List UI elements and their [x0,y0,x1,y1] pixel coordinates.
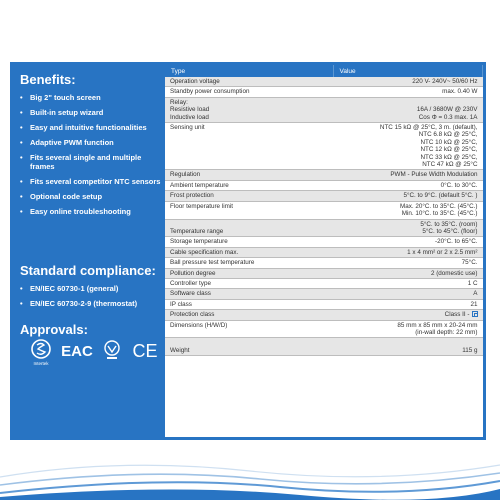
spec-value-label: NTC 47 kΩ @ 25°C [422,161,478,169]
spec-value-cell [333,338,483,356]
benefits-title: Benefits: [20,72,76,87]
decorative-waves [0,455,500,500]
spec-key-cell [165,201,333,219]
spec-value-cell [333,219,483,237]
spec-key-text [170,339,328,346]
spec-value-text [338,221,478,228]
header-type: Type [165,65,333,77]
table-row [165,201,483,219]
spec-value-cell [333,180,483,190]
spec-value-label: 5°C. to 35°C. (room) [420,220,478,228]
table-row [165,310,483,320]
approvals-title: Approvals: [20,322,88,337]
bullet-item: • Built-in setup wizard [20,108,165,117]
spec-key-text: IP class [170,300,192,308]
spec-value-cell [333,310,483,320]
table-row [165,247,483,257]
spec-value-label: max. 0.40 W [442,88,478,96]
table-row [165,97,483,122]
bullet-item: • EN/IEC 60730-1 (general) [20,284,165,293]
table-row [165,289,483,299]
spec-key-cell [165,170,333,180]
spec-key-cell [165,87,333,97]
spec-key-cell [165,278,333,288]
spec-key-cell [165,299,333,309]
bullet-item: • Big 2" touch screen [20,93,165,102]
spec-sheet-panel [10,62,486,440]
spec-value-label: 1 x 4 mm² or 2 x 2.5 mm² [407,248,478,256]
spec-value-label: Max. 20°C. to 35°C. (45°C.) [399,202,478,210]
spec-value-text [338,203,478,210]
spec-value-text [338,259,478,266]
spec-key-cell [165,268,333,278]
spec-value-text [338,131,478,138]
spec-value-text [338,238,478,245]
spec-value-cell [333,201,483,219]
spec-key-cell [165,247,333,257]
ce-label: CE [132,341,158,361]
spec-value-text [338,347,478,354]
approval-marks [28,338,158,368]
spec-value-cell [333,87,483,97]
spec-key-text: Sensing unit [170,124,205,132]
spec-value-text [338,161,478,168]
spec-value-label: 115 g [462,346,478,354]
bullet-item: • Fits several competitor NTC sensors [20,177,165,186]
spec-key-cell [165,77,333,87]
spec-value-cell [333,191,483,201]
bullet-item: • Easy and intuitive functionalities [20,123,165,132]
spec-key-text: Weight [170,346,190,354]
table-row [165,123,483,170]
spec-value-label: NTC 6.8 kΩ @ 25°C, [418,131,478,139]
spec-key-cell [165,289,333,299]
spec-value-label: 2 (domestic use) [430,269,478,277]
spec-value-text [338,290,478,297]
spec-key-text: Operation voltage [170,78,220,85]
spec-key-text: Floor temperature limit [170,202,233,210]
spec-key-text: Regulation [170,171,201,179]
bullet-item: • Easy online troubleshooting [20,207,165,216]
eac-mark-icon [61,338,93,362]
spec-key-cell [165,258,333,268]
compliance-list [20,284,165,314]
table-row [165,320,483,338]
spec-value-label: Cos Φ = 0.3 max. 1A [418,113,478,121]
spec-value-label: Class II - [444,311,470,319]
spec-value-label: 85 mm x 85 mm x 20-24 mm [397,321,478,329]
spec-value-cell [333,320,483,338]
spec-value-text [338,210,478,217]
spec-key-text: Pollution degree [170,269,216,277]
spec-value-cell [333,77,483,87]
table-row [165,268,483,278]
spec-key-text: Dimensions (H/W/D) [170,321,228,329]
spec-value-label: Min. 10°C. to 35°C. (45°C.) [401,210,478,218]
spec-key-cell [165,123,333,170]
spec-value-text [338,270,478,277]
spec-value-label: 21 [470,300,478,308]
class-ii-icon [472,311,478,317]
spec-value-label: 0°C. to 30°C. [440,181,478,189]
features-column [10,62,165,440]
spec-value-text [338,182,478,189]
spec-key-text: Inductive load [170,113,209,121]
table-row [165,278,483,288]
spec-value-text [338,192,478,199]
spec-key-text: Storage temperature [170,238,228,246]
spec-value-text [338,78,478,85]
spec-key-text [170,221,328,228]
spec-value-cell [333,247,483,257]
spec-value-label: PWM - Pulse Width Modulation [390,171,478,179]
spec-value-cell [333,299,483,309]
spec-value-text [338,99,478,106]
spec-value-text [338,171,478,178]
ce-mark-icon [131,338,159,362]
spec-key-text: Software class [170,290,211,298]
bullet-item: • EN/IEC 60730-2-9 (thermostat) [20,299,165,308]
spec-value-cell [333,258,483,268]
spec-key-text: Ambient temperature [170,181,229,189]
spec-value-label: 1 C [467,279,478,287]
spec-value-label: A [473,290,478,298]
spec-value-label: NTC 15 kΩ @ 25°C, 3 m. (default), [379,124,478,132]
header-value: Value [333,65,483,77]
spec-value-text [338,329,478,336]
spec-value-text [338,249,478,256]
intertek-label: Intertek [33,361,49,366]
table-row [165,87,483,97]
eac-label: EAC [61,343,93,360]
spec-table-container [165,65,483,437]
spec-key-text: Temperature range [170,227,224,235]
spec-value-cell [333,97,483,122]
spec-key-cell [165,320,333,338]
spec-key-cell [165,180,333,190]
benefits-list [20,93,165,222]
spec-value-cell [333,170,483,180]
spec-value-label: NTC 12 kΩ @ 25°C, [420,146,478,154]
spec-table-header [165,65,483,77]
spec-value-text [338,88,478,95]
table-row [165,170,483,180]
spec-value-label: (in-wall depth: 22 mm) [415,328,478,336]
spec-value-text [338,339,478,346]
spec-key-cell [165,338,333,356]
spec-value-text [338,311,478,318]
spec-value-cell [333,289,483,299]
spec-value-label: NTC 10 kΩ @ 25°C, [420,138,478,146]
vde-mark-icon [101,338,123,362]
table-row [165,180,483,190]
table-row [165,219,483,237]
spec-value-text [338,154,478,161]
spec-value-label: 220 V- 240V~ 50/60 Hz [412,78,478,85]
spec-key-cell [165,97,333,122]
spec-key-text: Ball pressure test temperature [170,259,255,267]
spec-value-text [338,146,478,153]
bullet-item: • Optional code setup [20,192,165,201]
spec-table-body [165,77,483,356]
spec-value-cell [333,237,483,247]
spec-value-text [338,106,478,113]
table-row [165,191,483,201]
table-row [165,338,483,356]
intertek-mark-icon [28,338,54,368]
spec-value-cell [333,268,483,278]
spec-value-text [338,228,478,235]
table-row [165,77,483,87]
bullet-item: • Fits several single and multiple frames [20,153,165,171]
spec-value-label: 5°C. to 45°C. (floor) [422,227,478,235]
spec-key-text: Protection class [170,311,215,319]
spec-key-text: Resistive load [170,106,210,114]
bullet-item: • Adaptive PWM function [20,138,165,147]
spec-value-label: NTC 33 kΩ @ 25°C, [420,153,478,161]
spec-key-text: Controller type [170,279,211,287]
spec-key-cell [165,219,333,237]
spec-key-cell [165,237,333,247]
spec-key-text: Standby power consumption [170,88,250,96]
spec-key-cell [165,191,333,201]
spec-value-text [338,322,478,329]
spec-key-text: Relay: [170,98,188,106]
spec-key-cell [165,310,333,320]
spec-value-text [338,301,478,308]
table-row [165,258,483,268]
table-row [165,299,483,309]
table-row [165,237,483,247]
spec-key-text: Cable specification max. [170,248,239,256]
spec-value-label: 5°C. to 9°C. (default 5°C. ) [403,192,478,200]
spec-value-cell [333,278,483,288]
spec-key-text: Frost protection [170,192,214,200]
spec-table [165,65,483,356]
spec-value-cell [333,123,483,170]
spec-value-label: -20°C. to 65°C. [435,238,478,246]
spec-value-label: 16A / 3680W @ 230V [416,106,478,114]
spec-value-label: 75°C. [461,259,478,267]
spec-value-text [338,280,478,287]
compliance-title: Standard compliance: [20,263,156,278]
spec-value-text [338,114,478,121]
